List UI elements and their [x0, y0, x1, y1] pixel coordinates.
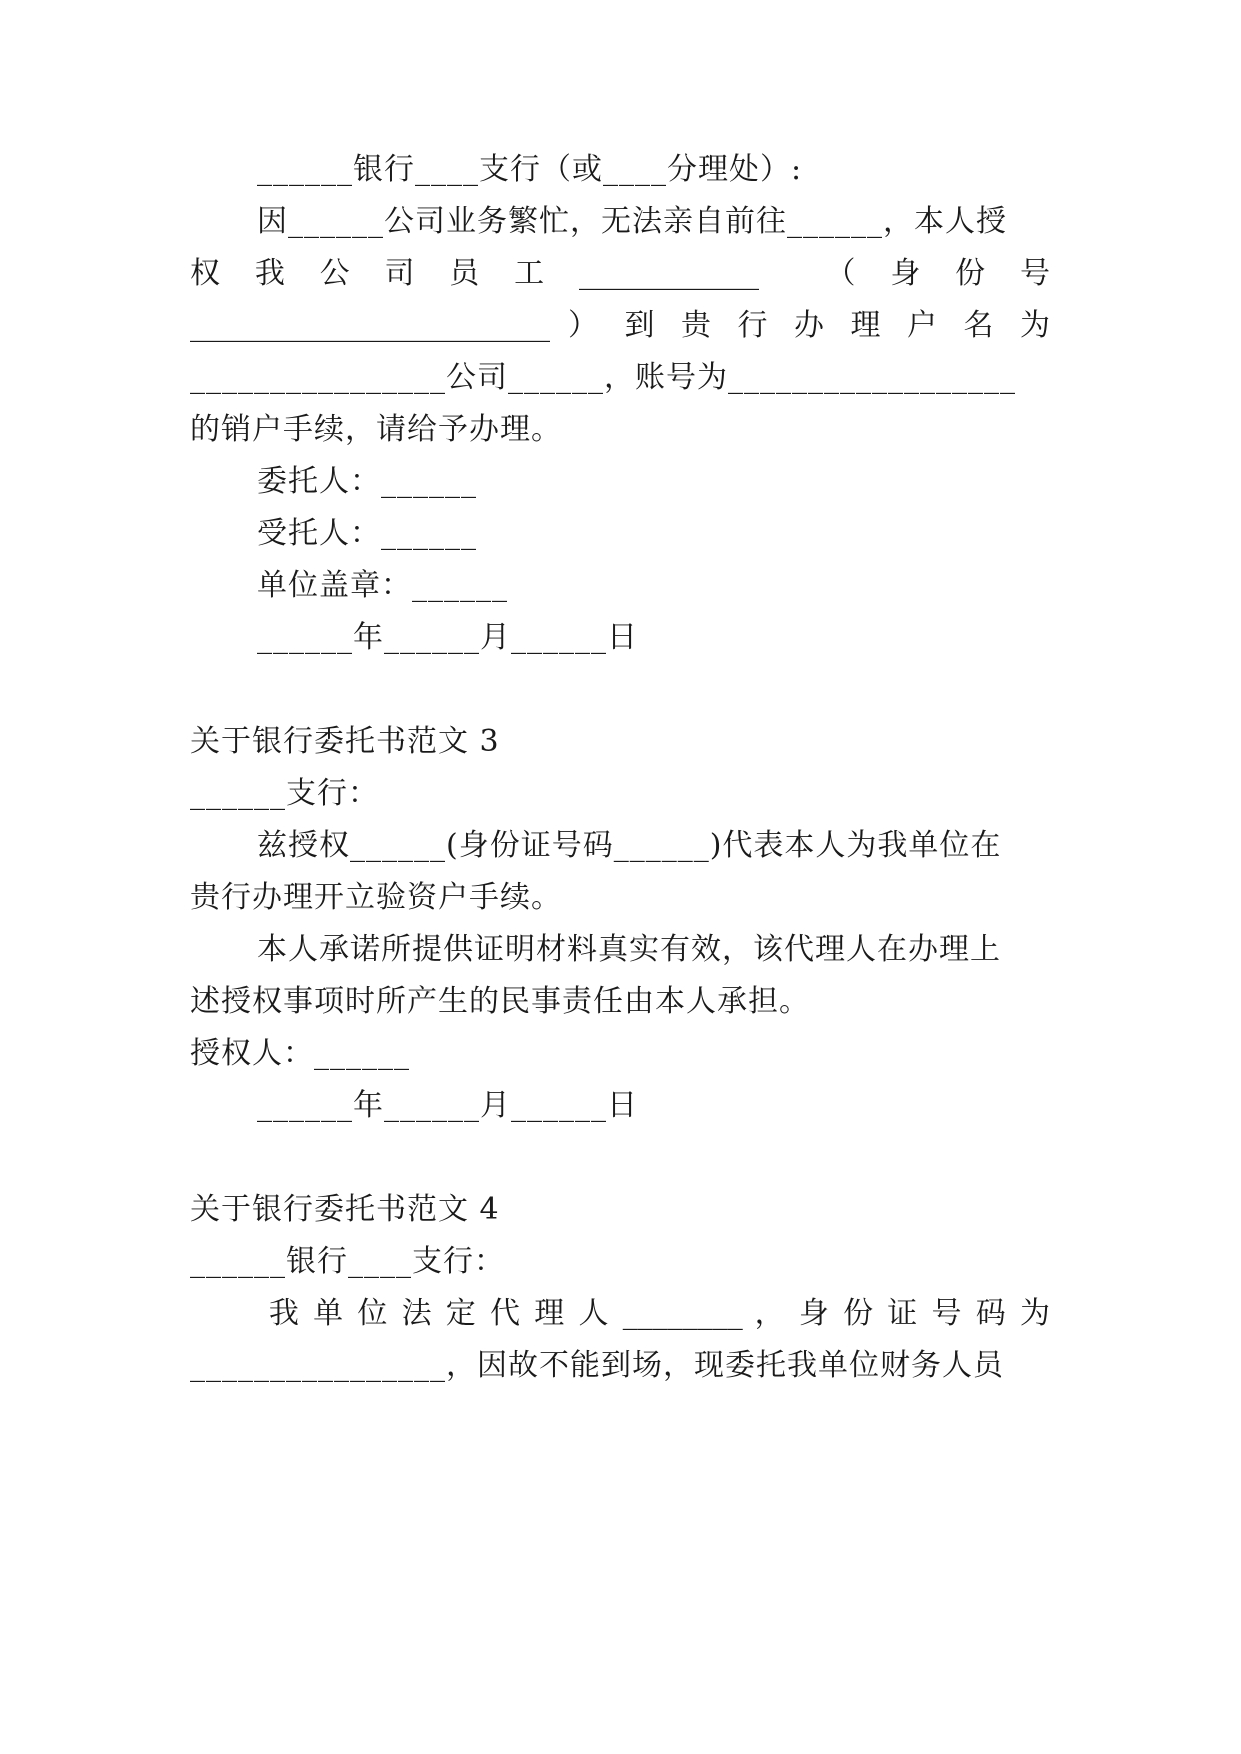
salutation-line: ______银行____支行（或____分理处）:	[257, 152, 803, 187]
body-paragraph-line: 兹授权______(身份证号码______)代表本人为我单位在	[257, 828, 1002, 863]
salutation-line: ______支行：	[190, 776, 379, 811]
section-title: 关于银行委托书范文 3	[190, 724, 500, 759]
body-paragraph-line: ________________，因故不能到场，现委托我单位财务人员	[190, 1348, 1004, 1383]
body-paragraph-line: 述授权事项时所产生的民事责任由本人承担。	[190, 984, 810, 1019]
body-paragraph-line: ________________________ ） 到 贵 行 办 理 户 名 为	[190, 308, 1050, 343]
body-paragraph-line: 贵行办理开立验资户手续。	[190, 880, 562, 915]
body-paragraph-line: ________________公司______，账号为__________________	[190, 360, 1016, 395]
salutation-line: ______银行____支行：	[190, 1244, 505, 1279]
body-paragraph-line: 的销户手续，请给予办理。	[190, 412, 562, 447]
body-paragraph-line: 因______公司业务繁忙，无法亲自前往______，本人授	[257, 204, 1007, 239]
body-paragraph-line: 权 我 公 司 员 工 ____________ （ 身 份 号	[190, 256, 1050, 291]
principal-field: 委托人：______	[257, 464, 477, 499]
authorizer-field: 授权人：______	[190, 1036, 410, 1071]
body-paragraph-line: 我 单 位 法 定 代 理 人 ________ ， 身 份 证 号 码 为	[257, 1296, 1050, 1331]
date-line: ______年______月______日	[257, 1088, 638, 1123]
agent-field: 受托人：______	[257, 516, 477, 551]
company-seal-field: 单位盖章：______	[257, 568, 508, 603]
date-line: ______年______月______日	[257, 620, 638, 655]
body-paragraph-line: 本人承诺所提供证明材料真实有效，该代理人在办理上	[257, 932, 1001, 967]
section-title: 关于银行委托书范文 4	[190, 1192, 500, 1227]
